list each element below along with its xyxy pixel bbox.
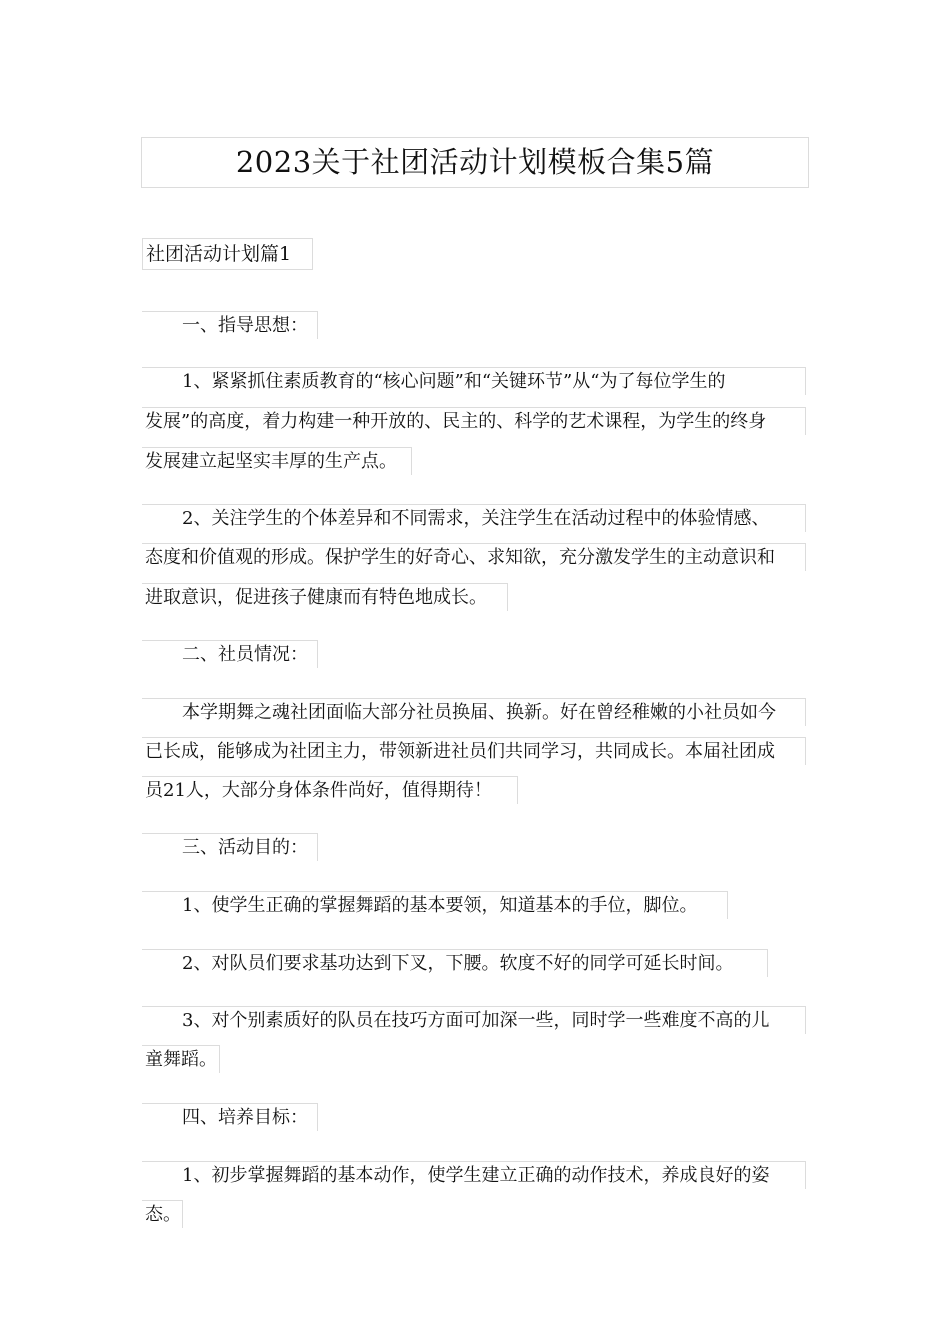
paragraph-line: 1、紧紧抓住素质教育的“核心问题”和“关键环节”从“为了每位学生的 (142, 367, 806, 395)
paragraph-line: 进取意识，促进孩子健康而有特色地成长。 (142, 583, 508, 611)
section-heading-1: 一、指导思想： (142, 311, 318, 339)
document-title: 2023关于社团活动计划模板合集5篇 (141, 137, 809, 188)
section-heading-2: 二、社员情况： (142, 640, 318, 668)
paragraph-line: 童舞蹈。 (142, 1045, 220, 1073)
paragraph-line: 3、对个别素质好的队员在技巧方面可加深一些，同时学一些难度不高的儿 (142, 1006, 806, 1034)
paragraph-line: 1、初步掌握舞蹈的基本动作，使学生建立正确的动作技术，养成良好的姿 (142, 1161, 806, 1189)
paragraph-line: 2、对队员们要求基功达到下叉，下腰。软度不好的同学可延长时间。 (142, 949, 768, 977)
section-heading-4: 四、培养目标： (142, 1103, 318, 1131)
paragraph-line: 已长成，能够成为社团主力，带领新进社员们共同学习，共同成长。本届社团成 (142, 737, 806, 765)
paragraph-line: 2、关注学生的个体差异和不同需求，关注学生在活动过程中的体验情感、 (142, 504, 806, 532)
paragraph-line: 发展建立起坚实丰厚的生产点。 (142, 447, 412, 475)
paragraph-line: 发展”的高度，着力构建一种开放的、民主的、科学的艺术课程，为学生的终身 (142, 407, 806, 435)
paragraph-line: 员21人，大部分身体条件尚好，值得期待！ (142, 776, 518, 804)
section-heading-3: 三、活动目的： (142, 833, 318, 861)
article-title: 社团活动计划篇1 (142, 238, 313, 270)
paragraph-line: 本学期舞之魂社团面临大部分社员换届、换新。好在曾经稚嫩的小社员如今 (142, 698, 806, 726)
paragraph-line: 1、使学生正确的掌握舞蹈的基本要领，知道基本的手位，脚位。 (142, 891, 728, 919)
paragraph-line: 态。 (142, 1200, 183, 1228)
paragraph-line: 态度和价值观的形成。保护学生的好奇心、求知欲，充分激发学生的主动意识和 (142, 543, 806, 571)
